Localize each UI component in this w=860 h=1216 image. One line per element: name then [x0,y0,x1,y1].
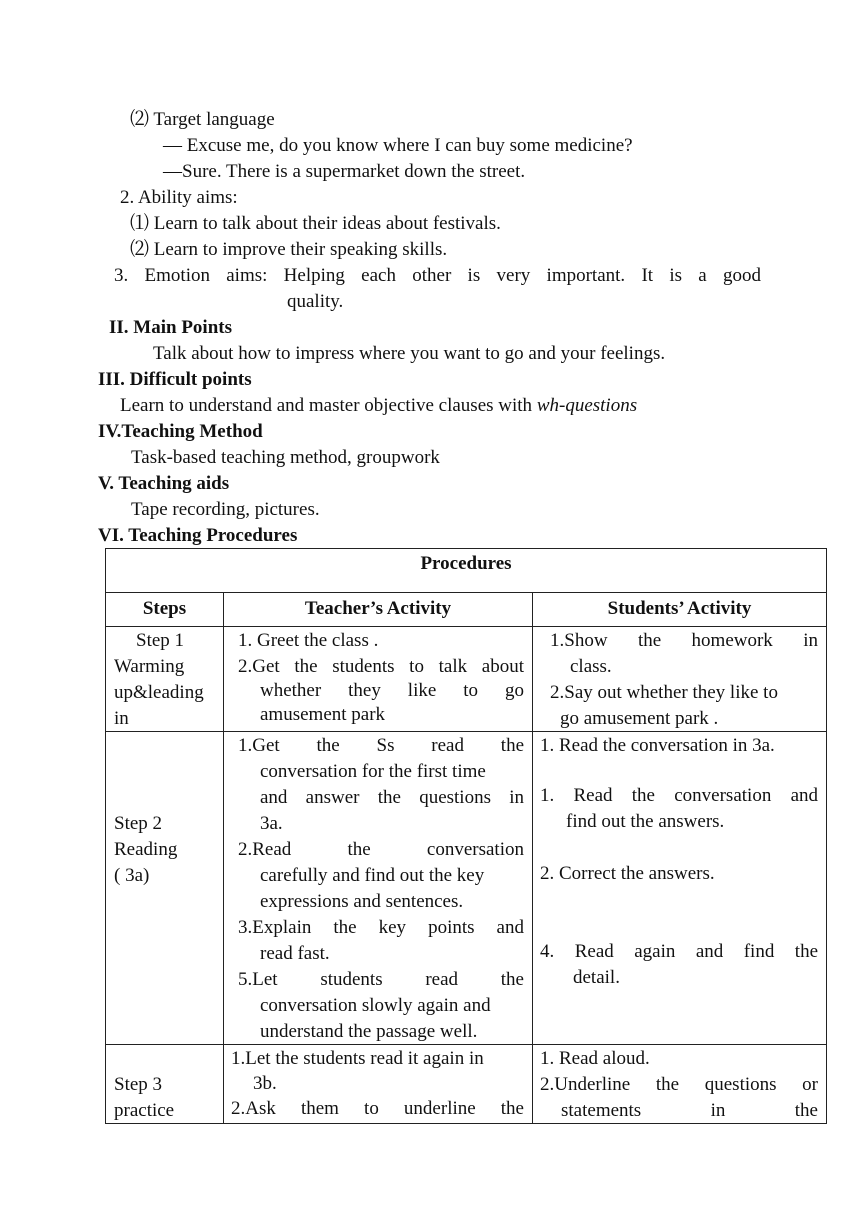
teacher-text: 3b. [253,1073,277,1094]
step-cell [106,1045,224,1124]
students-text: statements in the [561,1100,818,1121]
students-text: 2.Underline the questions or [540,1074,818,1095]
header-students [533,593,827,627]
table-row [106,732,827,1045]
teacher-text: expressions and sentences. [260,891,464,912]
step-text: Step 1 [136,630,185,651]
step-cell [106,732,224,1045]
teacher-text: 2.Read the conversation [238,839,524,860]
difficult-points-text [120,394,637,418]
header-teacher [224,593,533,627]
teaching-method-heading: IV.Teaching Method [98,421,263,442]
teacher-text: 2.Ask them to underline the [231,1098,524,1119]
teacher-text: understand the passage well. [260,1021,478,1042]
teacher-cell [224,1045,533,1124]
teacher-cell [224,732,533,1045]
step-text: Step 2 [114,813,163,834]
teacher-text: 1.Get the Ss read the [238,735,524,756]
teacher-text: 3a. [260,813,283,834]
teacher-text: carefully and find out the key [260,865,485,886]
teaching-aids-text: Tape recording, pictures. [131,499,320,520]
students-text: find out the answers. [566,811,725,832]
main-points-heading: II. Main Points [109,317,232,338]
teacher-text: conversation slowly again and [260,995,491,1016]
ability-item-2: ⑵ Learn to improve their speaking skills. [130,239,448,260]
teaching-method-text: Task-based teaching method, groupwork [131,447,440,468]
students-cell [533,627,827,732]
difficult-points-plain: Learn to understand and master objective clauses with [120,395,537,416]
header-teacher-label: Teacher’s Activity [304,598,452,619]
table-title: Procedures [420,553,512,574]
emotion-aims-line-1: 3. Emotion aims: Helping each other is very important. It is a good [114,265,761,286]
teacher-text: 5.Let students read the [238,969,524,990]
dialogue-line-1: — Excuse me, do you know where I can buy some medicine? [163,135,633,156]
step-text: Warming [114,656,185,677]
header-steps-label: Steps [142,598,187,619]
students-text: detail. [573,967,620,988]
step-cell [106,627,224,732]
students-text: 4. Read again and find the [540,941,818,962]
main-points-text: Talk about how to impress where you want to go and your feelings. [153,343,666,364]
students-cell [533,1045,827,1124]
students-text: 1. Read the conversation in 3a. [540,735,775,756]
students-text: class. [570,656,612,677]
procedures-table [105,548,827,1124]
students-text: 1.Show the homework in [550,630,818,651]
students-text: 2. Correct the answers. [540,863,715,884]
teacher-text: 1. Greet the class . [238,630,379,651]
students-text: go amusement park . [560,708,719,729]
step-text: Reading [114,839,178,860]
teacher-text: 1.Let the students read it again in [231,1048,484,1069]
teacher-text: amusement park [260,704,386,725]
teacher-text: conversation for the first time [260,761,486,782]
teacher-text: read fast. [260,943,330,964]
step-text: in [114,708,129,729]
teacher-text: 2.Get the students to talk about [238,656,524,677]
step-text: ( 3a) [114,865,150,886]
target-language-heading: ⑵ Target language [130,109,275,130]
difficult-points-italic: wh-questions [536,395,638,416]
teacher-text: whether they like to go [260,680,524,701]
teaching-procedures-heading: VI. Teaching Procedures [98,525,298,546]
emotion-aims-line-2: quality. [287,291,344,312]
ability-aims-heading: 2. Ability aims: [120,187,238,208]
header-students-label: Students’ Activity [607,598,752,619]
table-row [106,627,827,732]
teacher-text: 3.Explain the key points and [238,917,524,938]
students-cell [533,732,827,1045]
dialogue-line-2: —Sure. There is a supermarket down the street. [163,161,526,182]
teacher-text: and answer the questions in [260,787,524,808]
students-text: 2.Say out whether they like to [550,682,778,703]
teaching-aids-heading: V. Teaching aids [98,473,230,494]
students-text: 1. Read aloud. [540,1048,650,1069]
step-text: up&leading [114,682,204,703]
students-text: 1. Read the conversation and [540,785,818,806]
ability-item-1: ⑴ Learn to talk about their ideas about festivals. [130,213,501,234]
teacher-cell [224,627,533,732]
difficult-points-heading: III. Difficult points [98,369,252,390]
step-text: practice [114,1100,175,1121]
header-steps [106,593,224,627]
step-text: Step 3 [114,1074,163,1095]
table-title-cell [106,549,827,593]
table-row [106,1045,827,1124]
